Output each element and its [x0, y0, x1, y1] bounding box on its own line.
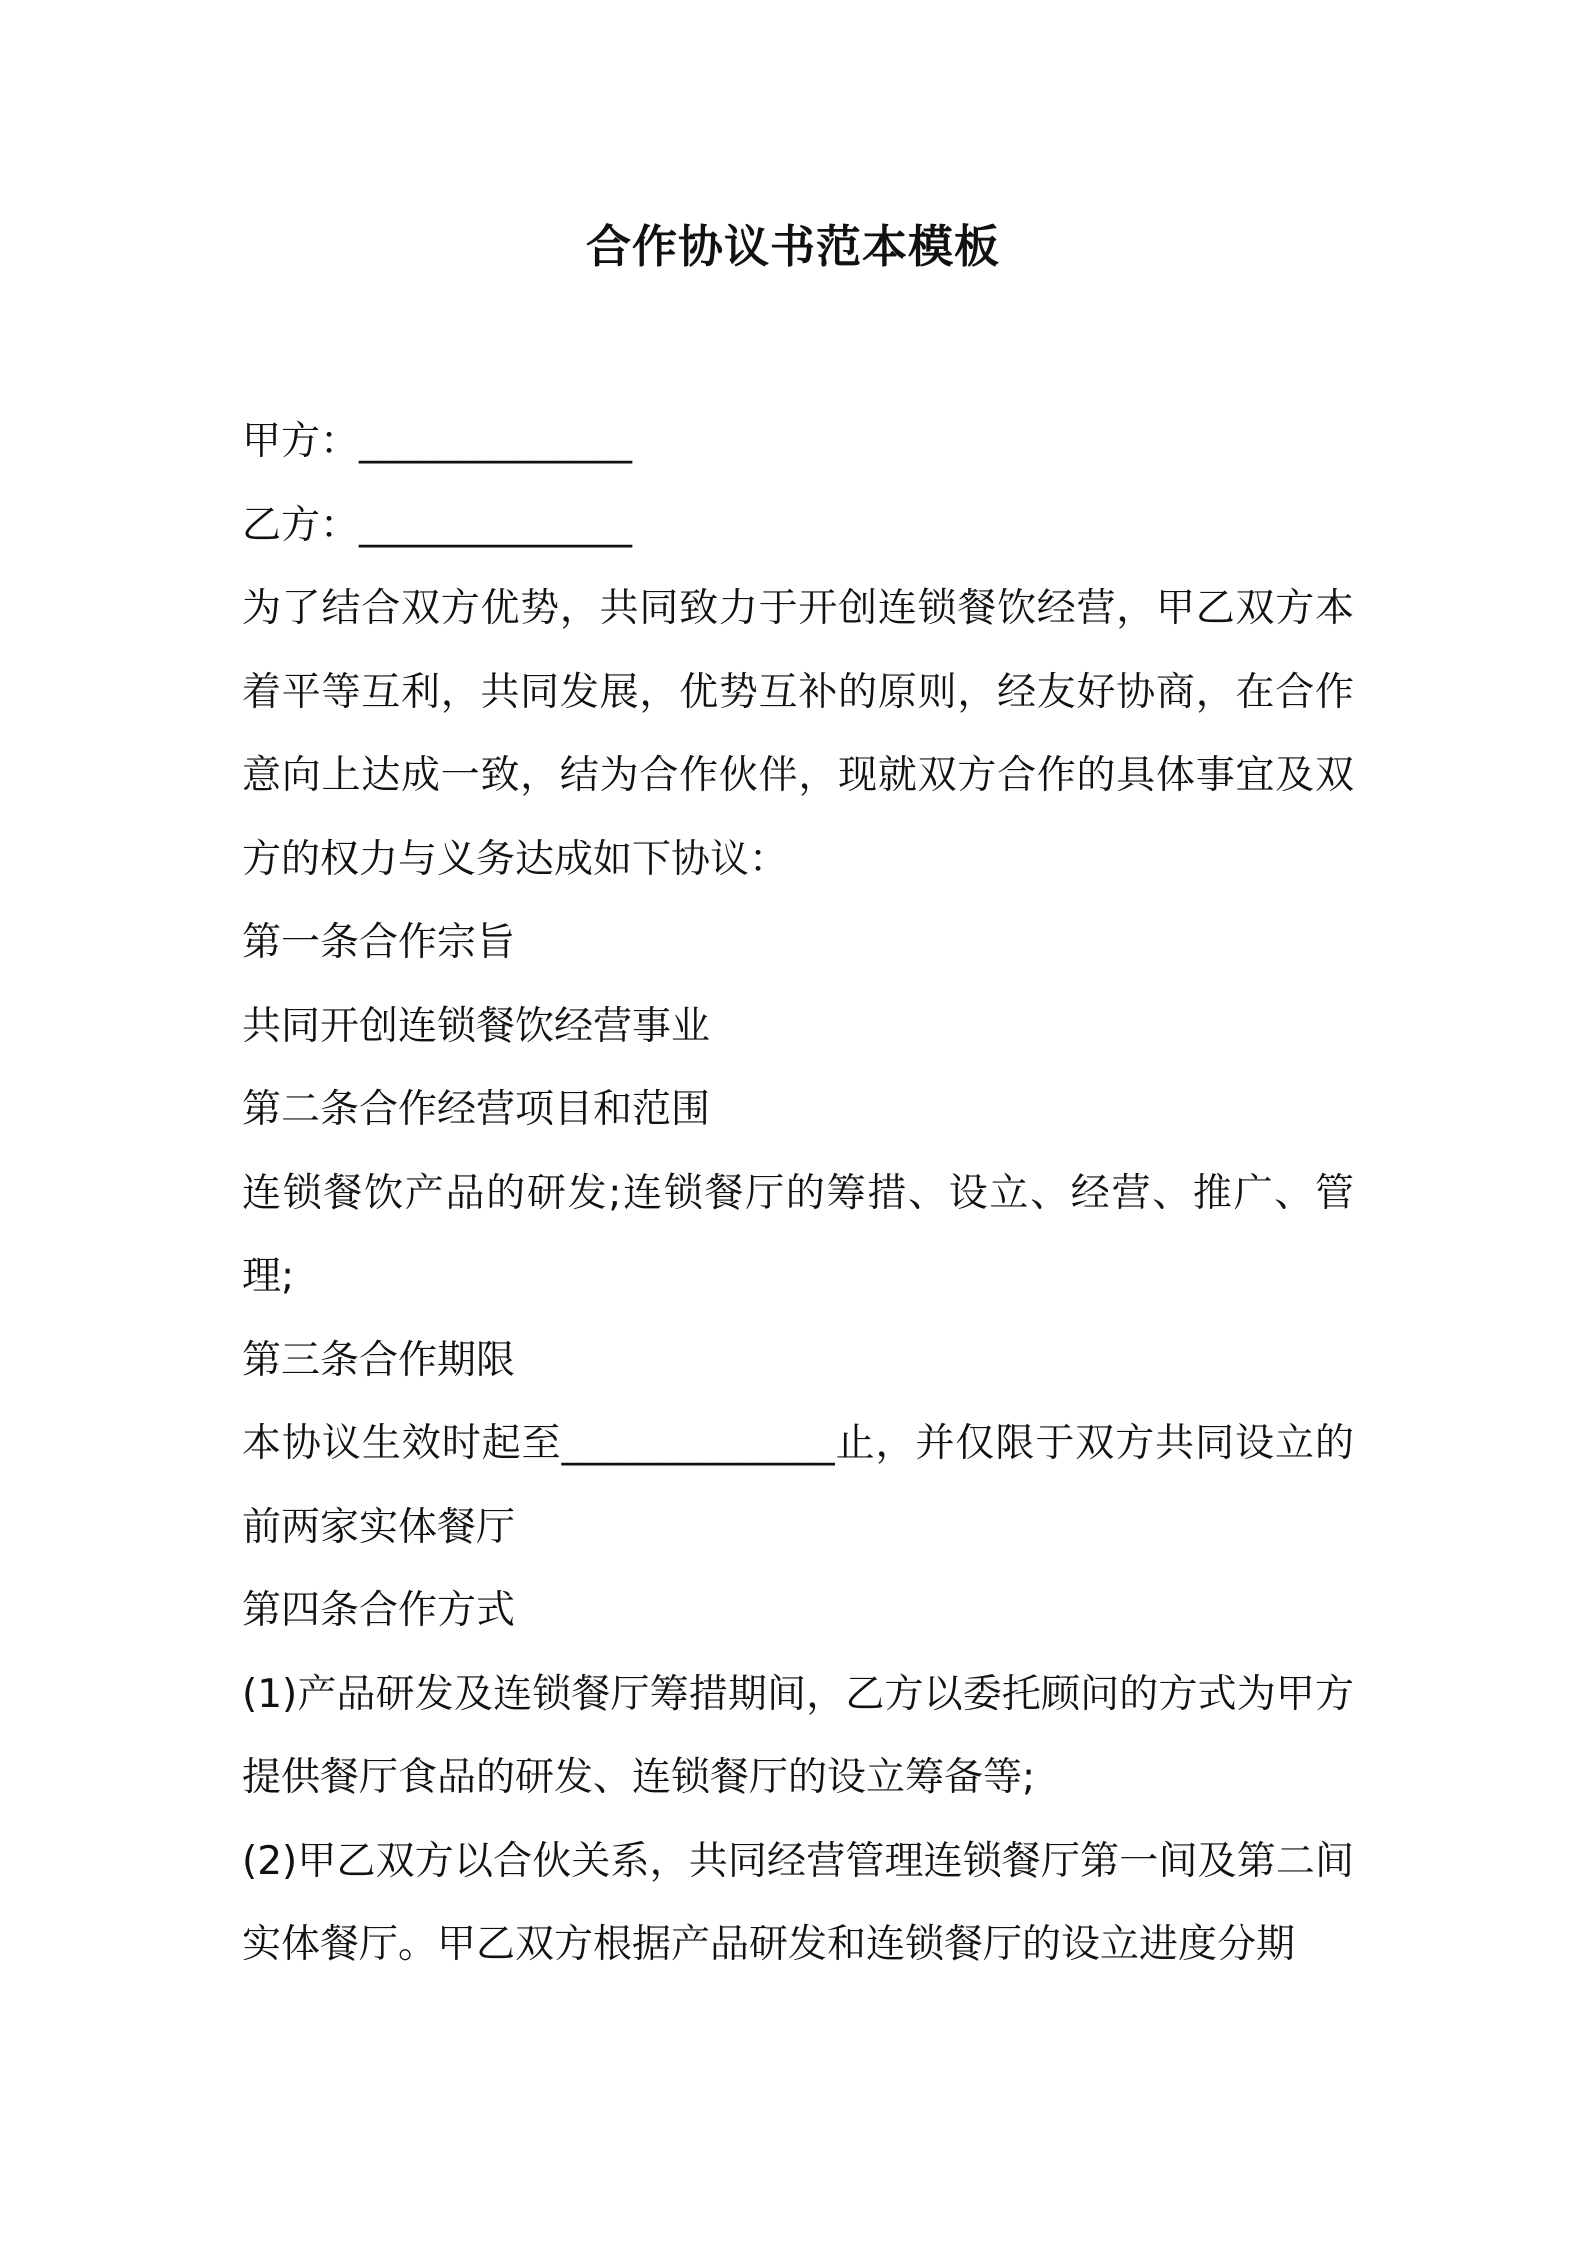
article-4-item-2: (2)甲乙双方以合伙关系，共同经营管理连锁餐厅第一间及第二间实体餐厅。甲乙双方根据产品研发和连锁餐厅的设立进度分期 — [242, 1838, 1354, 1967]
document-title: 合作协议书范本模板 — [585, 220, 1000, 273]
article-1-heading: 第一条合作宗旨 — [242, 920, 516, 965]
article-2-heading: 第二条合作经营项目和范围 — [242, 1087, 711, 1132]
party-b-line: 乙方：______________ — [242, 502, 633, 548]
article-3-text: 本协议生效时起至______________止，并仅限于双方共同设立的前两家实体餐厅 — [242, 1421, 1354, 1550]
article-3-heading: 第三条合作期限 — [242, 1337, 516, 1383]
article-4-heading: 第四条合作方式 — [242, 1588, 516, 1633]
article-2-text: 连锁餐饮产品的研发;连锁餐厅的筹措、设立、经营、推广、管理; — [242, 1170, 1354, 1299]
article-1-text: 共同开创连锁餐饮经营事业 — [242, 1003, 711, 1049]
document-body — [242, 400, 1354, 1987]
article-4-item-1: (1)产品研发及连锁餐厅筹措期间，乙方以委托顾问的方式为甲方提供餐厅食品的研发、连锁餐厅的设立筹备等; — [242, 1671, 1354, 1800]
intro-paragraph: 为了结合双方优势，共同致力于开创连锁餐饮经营，甲乙双方本着平等互利，共同发展，优势互补的原则，经友好协商，在合作意向上达成一致，结为合作伙伴，现就双方合作的具体事宜及双方的权力与义务达成如下协议： — [242, 586, 1354, 882]
party-a-line: 甲方：______________ — [242, 419, 633, 464]
